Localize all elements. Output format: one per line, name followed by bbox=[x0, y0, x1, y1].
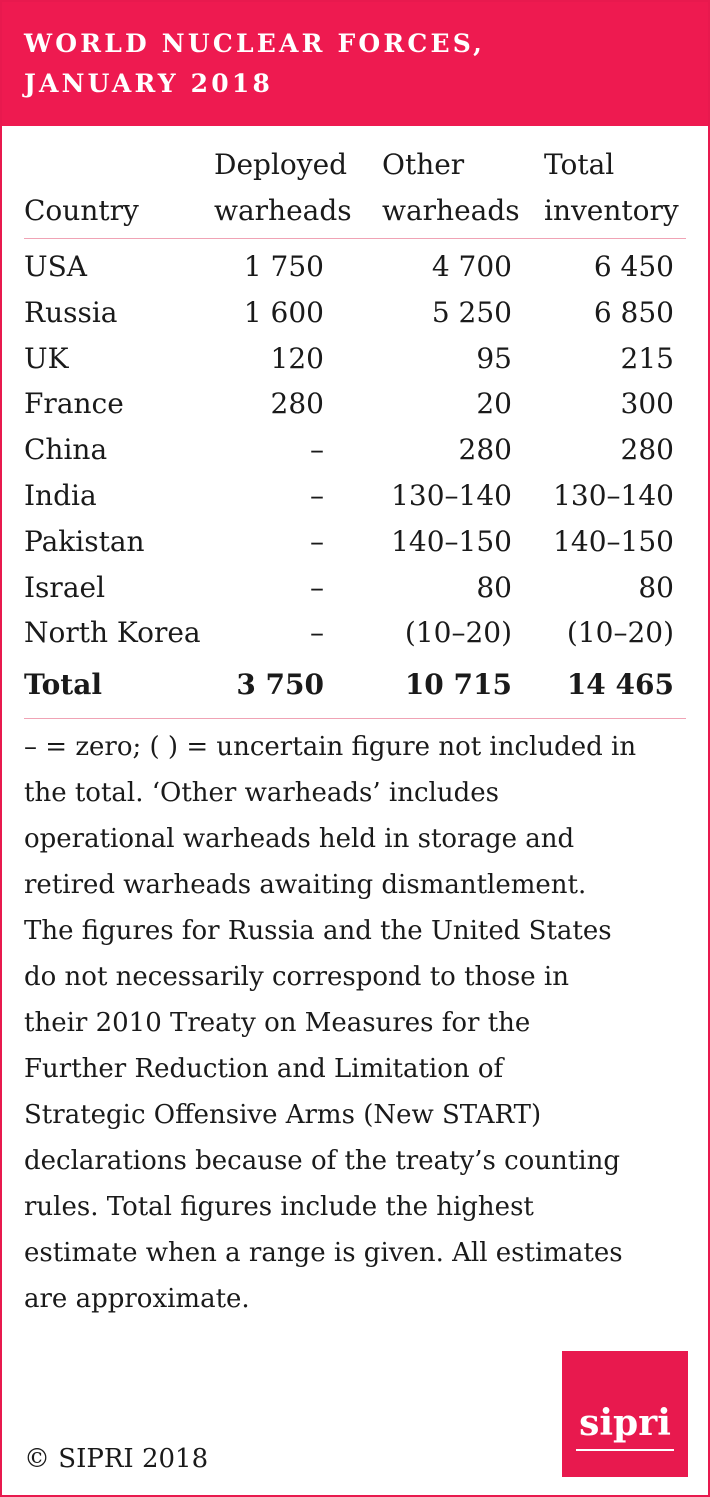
note-line: are approximate. bbox=[24, 1284, 250, 1314]
total-label: Total bbox=[24, 668, 103, 701]
cell-country: France bbox=[24, 387, 124, 421]
header-divider bbox=[24, 238, 686, 239]
note-line: The figures for Russia and the United States bbox=[24, 916, 612, 946]
cell-deployed: – bbox=[310, 616, 324, 650]
header-other-line1: Other bbox=[382, 148, 465, 181]
header-country: Country bbox=[24, 194, 139, 227]
cell-country: UK bbox=[24, 341, 69, 375]
cell-total: 140–150 bbox=[553, 524, 674, 558]
cell-country: North Korea bbox=[24, 616, 201, 650]
sipri-logo bbox=[562, 1351, 688, 1477]
total-inventory: 14 465 bbox=[566, 668, 674, 701]
cell-total: 300 bbox=[620, 387, 674, 421]
cell-other: 80 bbox=[476, 570, 512, 604]
cell-deployed: – bbox=[310, 524, 324, 558]
footer-divider bbox=[24, 718, 686, 719]
note-line: estimate when a range is given. All estimates bbox=[24, 1238, 623, 1268]
cell-deployed: – bbox=[310, 570, 324, 604]
title-line-2: JANUARY 2018 bbox=[24, 69, 274, 98]
header-total-line1: Total bbox=[544, 148, 615, 181]
note-line: declarations because of the treaty’s counting bbox=[24, 1146, 620, 1176]
header-deployed-line2: warheads bbox=[214, 194, 352, 227]
cell-total: 130–140 bbox=[553, 479, 674, 512]
cell-country: India bbox=[24, 479, 97, 512]
copyright-notice: © SIPRI 2018 bbox=[24, 1444, 209, 1474]
cell-other: 4 700 bbox=[431, 250, 512, 283]
total-other: 10 715 bbox=[404, 668, 512, 701]
cell-deployed: 1 600 bbox=[243, 295, 324, 329]
cell-total: 215 bbox=[620, 341, 674, 375]
note-line: the total. ‘Other warheads’ includes bbox=[24, 778, 499, 808]
logo-underline bbox=[576, 1449, 674, 1451]
title-banner bbox=[2, 2, 708, 126]
note-line: Strategic Offensive Arms (New START) bbox=[24, 1100, 542, 1130]
cell-country: Russia bbox=[24, 295, 118, 329]
header-total-line2: inventory bbox=[544, 194, 679, 227]
cell-other: 20 bbox=[476, 387, 512, 421]
logo-wordmark: sipri bbox=[579, 1402, 671, 1444]
cell-total: 280 bbox=[620, 433, 674, 467]
note-line: operational warheads held in storage and bbox=[24, 824, 575, 854]
cell-country: USA bbox=[24, 250, 87, 283]
cell-total: 6 450 bbox=[593, 250, 674, 283]
cell-other: (10–20) bbox=[404, 616, 512, 650]
cell-other: 5 250 bbox=[431, 295, 512, 329]
cell-total: 80 bbox=[638, 570, 674, 604]
cell-other: 130–140 bbox=[391, 479, 512, 512]
cell-deployed: 120 bbox=[270, 341, 324, 375]
cell-deployed: 1 750 bbox=[243, 250, 324, 283]
note-line: rules. Total figures include the highest bbox=[24, 1192, 534, 1222]
cell-total: 6 850 bbox=[593, 295, 674, 329]
table-footnote bbox=[24, 724, 684, 1322]
cell-other: 140–150 bbox=[391, 524, 512, 558]
cell-country: China bbox=[24, 433, 108, 467]
cell-deployed: – bbox=[310, 433, 324, 467]
cell-deployed: – bbox=[310, 479, 324, 512]
header-other-line2: warheads bbox=[382, 194, 520, 227]
cell-deployed: 280 bbox=[270, 387, 324, 421]
page-title bbox=[24, 24, 684, 104]
cell-total: (10–20) bbox=[566, 616, 674, 650]
note-line: do not necessarily correspond to those in bbox=[24, 962, 569, 992]
cell-other: 95 bbox=[476, 341, 512, 375]
cell-country: Israel bbox=[24, 570, 106, 604]
cell-country: Pakistan bbox=[24, 524, 145, 558]
note-line: – = zero; ( ) = uncertain figure not included in bbox=[24, 732, 637, 762]
header-deployed-line1: Deployed bbox=[214, 148, 348, 181]
cell-other: 280 bbox=[458, 433, 512, 467]
title-line-1: WORLD NUCLEAR FORCES, bbox=[24, 29, 485, 58]
note-line: Further Reduction and Limitation of bbox=[24, 1054, 504, 1084]
note-line: retired warheads awaiting dismantlement. bbox=[24, 870, 587, 900]
note-line: their 2010 Treaty on Measures for the bbox=[24, 1008, 531, 1038]
total-deployed: 3 750 bbox=[236, 668, 324, 701]
